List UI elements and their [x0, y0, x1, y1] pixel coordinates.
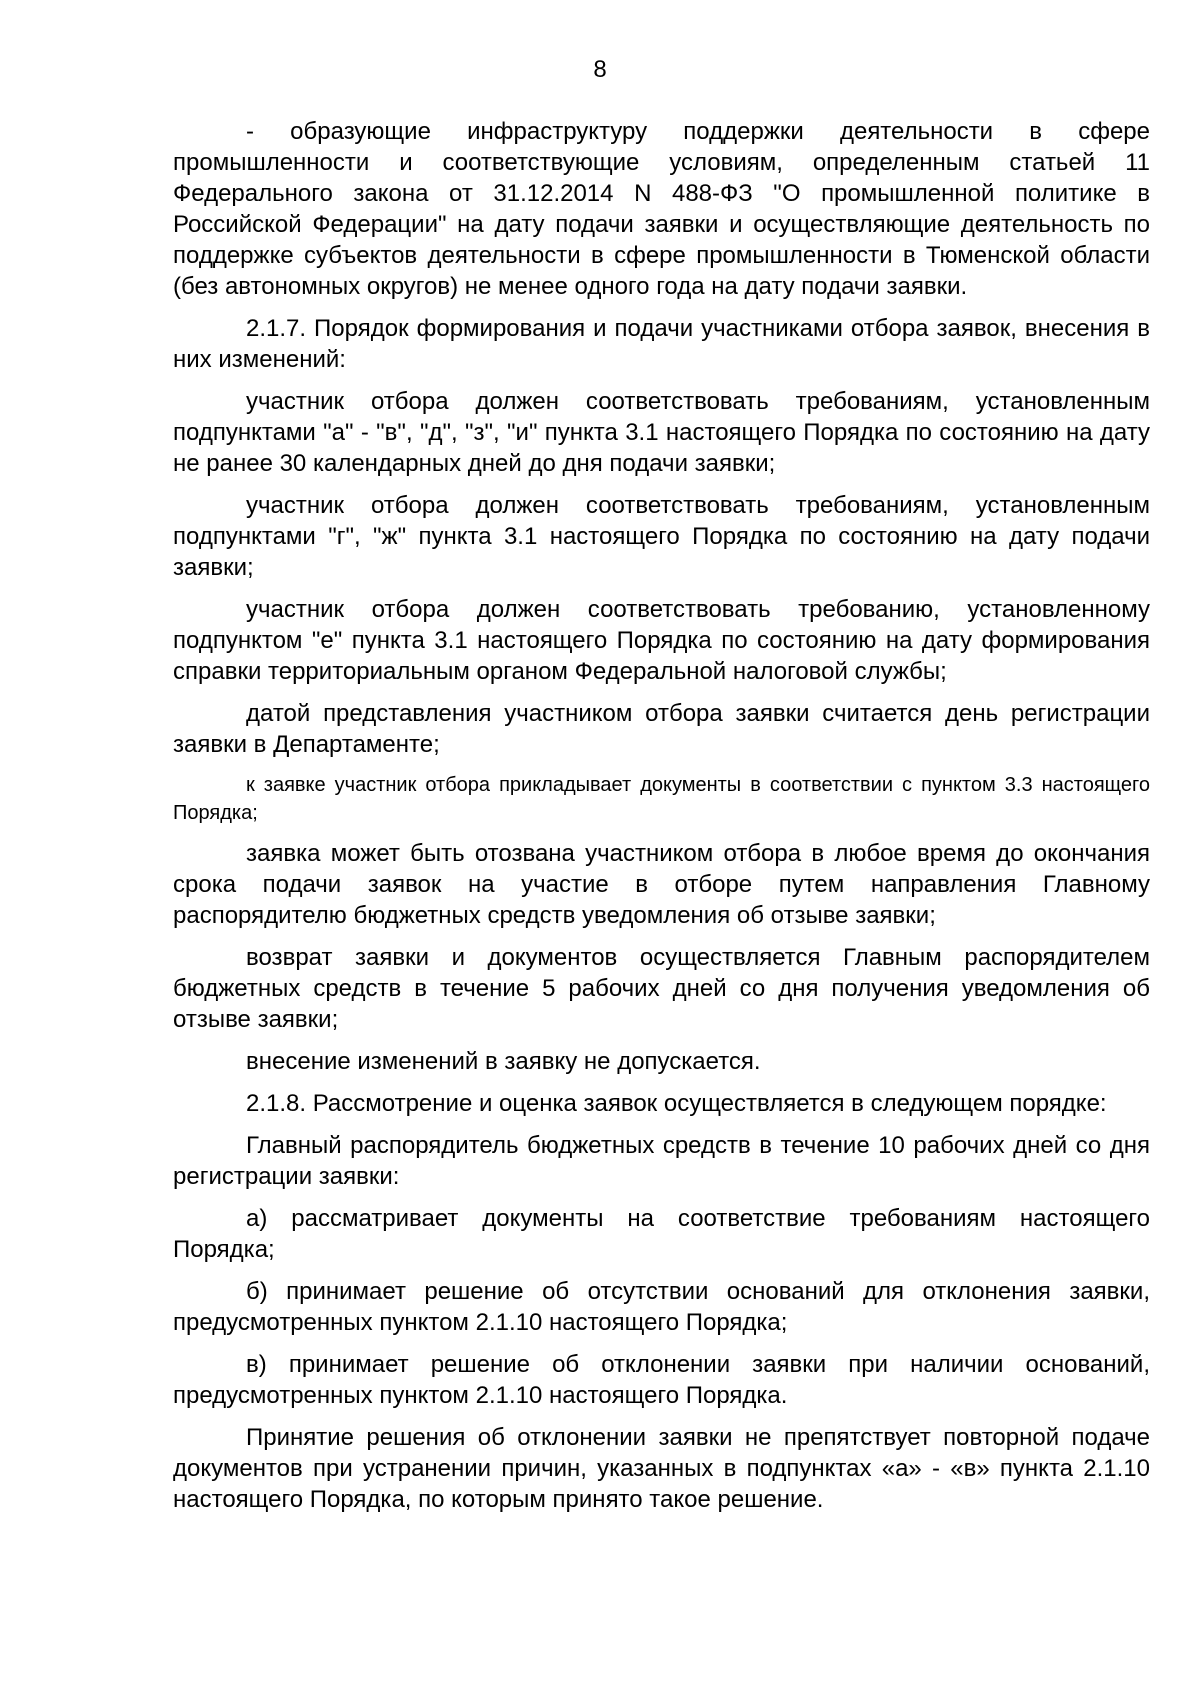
paragraph-no-changes: внесение изменений в заявку не допускается.	[246, 1048, 761, 1075]
paragraph-main-manager: Главный распорядитель бюджетных средств в течение 10 рабочих дней со дня регистрации заявки:	[173, 1132, 1150, 1190]
paragraph-return: возврат заявки и документов осуществляется Главным распорядителем бюджетных средств в течение 5 рабочих дней со дня получения уведомления об отзыве заявки;	[173, 944, 1150, 1033]
paragraph-requirement-e: участник отбора должен соответствовать требованию, установленному подпунктом "е" пункта 3.1 настоящего Порядка по состоянию на дату формирования справки территориальным органом Федеральной налоговой службы;	[173, 596, 1150, 685]
paragraph-item-b: б) принимает решение об отсутствии оснований для отклонения заявки, предусмотренных пунктом 2.1.10 настоящего Порядка;	[173, 1278, 1150, 1336]
paragraph-requirements-a-v: участник отбора должен соответствовать требованиям, установленным подпунктами "а" - "в", "д", "з", "и" пункта 3.1 настоящего Порядка по состоянию на дату не ранее 30 календарных дней до дня подачи заявки;	[173, 388, 1150, 477]
page-number: 8	[593, 56, 607, 83]
document-body	[173, 116, 1150, 1515]
paragraph-infrastructure: - образующие инфраструктуру поддержки деятельности в сфере промышленности и соответствующие условиям, определенным статьей 11 Федерального закона от 31.12.2014 N 488-ФЗ "О промышленной политике в Российской Федерации" на дату подачи заявки и осуществляющие деятельность по поддержке субъектов деятельности в сфере промышленности в Тюменской области (без автономных округов) не менее одного года на дату подачи заявки.	[173, 118, 1150, 300]
paragraph-rejection-note: Принятие решения об отклонении заявки не препятствует повторной подаче документов при устранении причин, указанных в подпунктах «а» - «в» пункта 2.1.10 настоящего Порядка, по которым принято такое решение.	[173, 1424, 1150, 1513]
paragraph-item-v: в) принимает решение об отклонении заявки при наличии оснований, предусмотренных пунктом 2.1.10 настоящего Порядка.	[173, 1351, 1150, 1409]
paragraph-2-1-8: 2.1.8. Рассмотрение и оценка заявок осуществляется в следующем порядке:	[246, 1090, 1107, 1117]
paragraph-submission-date: датой представления участником отбора заявки считается день регистрации заявки в Департаменте;	[173, 700, 1150, 758]
paragraph-2-1-7: 2.1.7. Порядок формирования и подачи участниками отбора заявок, внесения в них изменений:	[173, 315, 1150, 373]
paragraph-requirements-g-zh: участник отбора должен соответствовать требованиям, установленным подпунктами "г", "ж" пункта 3.1 настоящего Порядка по состоянию на дату подачи заявки;	[173, 492, 1150, 581]
paragraph-withdrawal: заявка может быть отозвана участником отбора в любое время до окончания срока подачи заявок на участие в отборе путем направления Главному распорядителю бюджетных средств уведомления об отзыве заявки;	[173, 840, 1150, 929]
paragraph-attached-documents: к заявке участник отбора прикладывает документы в соответствии с пунктом 3.3 настоящего Порядка;	[173, 774, 1150, 824]
paragraph-item-a: а) рассматривает документы на соответствие требованиям настоящего Порядка;	[173, 1205, 1150, 1263]
